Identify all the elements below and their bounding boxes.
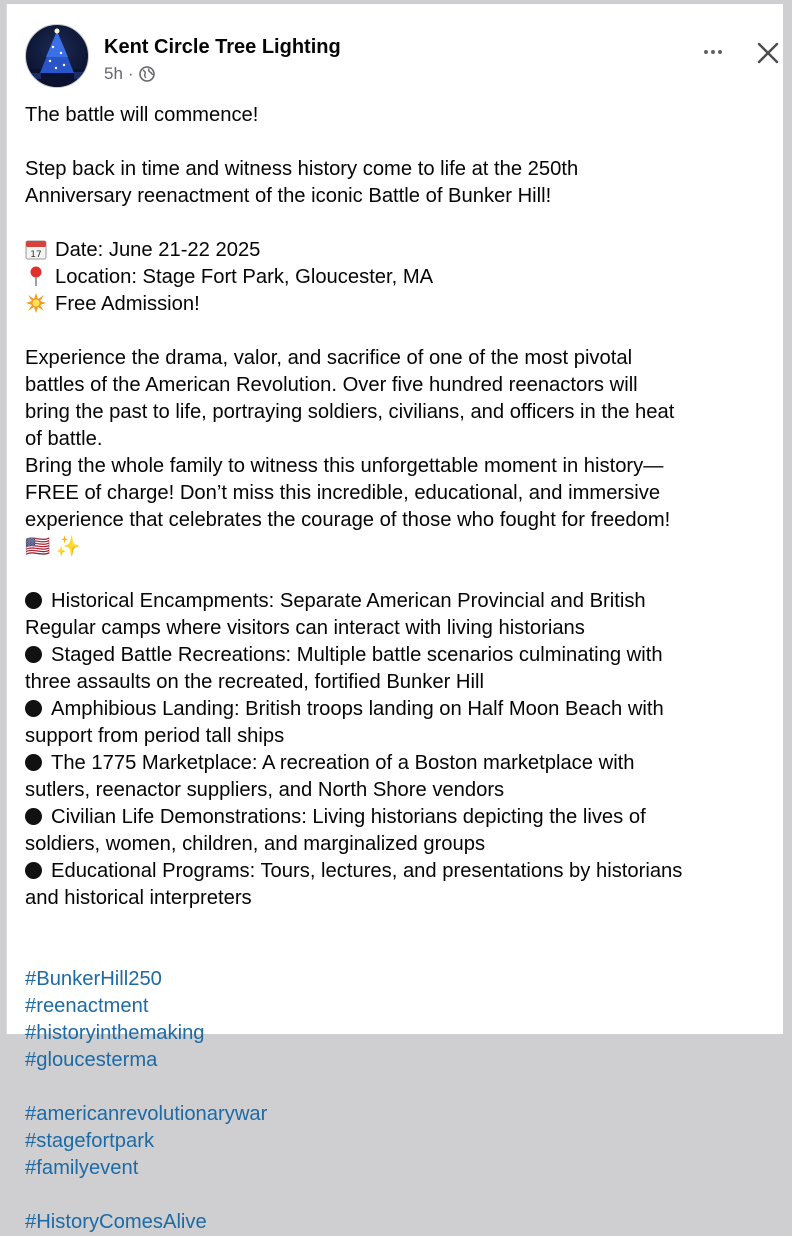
more-dot — [718, 50, 722, 54]
meta-separator: · — [127, 64, 134, 83]
hashtag-block — [25, 939, 775, 1236]
bullet-item: The 1775 Marketplace: A recreation of a Boston marketplace with sutlers, reenactor suppliers, and North Shore vendors — [25, 750, 775, 804]
hashtag-link[interactable]: #americanrevolutionarywar — [25, 1103, 268, 1125]
post-header — [25, 24, 783, 94]
post-card — [6, 4, 783, 1233]
post-meta — [104, 64, 155, 84]
close-button[interactable] — [755, 40, 781, 66]
paragraph-2-emoji: 🇺🇸 ✨ — [25, 536, 81, 558]
more-options-button[interactable] — [700, 42, 726, 62]
bullet-item: Amphibious Landing: British troops landing on Half Moon Beach with support from period tall ships — [25, 696, 775, 750]
christmas-tree-icon — [26, 25, 88, 87]
detail-line-admission: Free Admission! — [25, 291, 775, 318]
svg-text:17: 17 — [30, 250, 42, 260]
collision-icon — [25, 292, 47, 314]
hashtag-link[interactable]: #familyevent — [25, 1157, 139, 1179]
more-dot — [711, 50, 715, 54]
globe-icon[interactable] — [139, 66, 155, 82]
hashtag-link[interactable]: #HistoryComesAlive — [25, 1211, 207, 1233]
avatar[interactable] — [25, 24, 89, 88]
hashtag-link[interactable]: #historyinthemaking — [25, 1022, 205, 1044]
post-paragraph-1: Step back in time and witness history come to life at the 250th Anniversary reenactment of the iconic Battle of Bunker Hill! — [25, 158, 579, 207]
bullet-item: Civilian Life Demonstrations: Living historians depicting the lives of soldiers, women, children, and marginalized groups — [25, 804, 775, 858]
more-dot — [704, 50, 708, 54]
hashtag-link[interactable]: #reenactment — [25, 995, 149, 1017]
post-timestamp[interactable]: 5h — [104, 64, 123, 83]
post-intro: The battle will commence! — [25, 104, 259, 126]
detail-line-location: Location: Stage Fort Park, Gloucester, MA — [25, 264, 775, 291]
page-name-link[interactable]: Kent Circle Tree Lighting — [104, 36, 341, 58]
close-icon — [755, 40, 781, 66]
post-body — [25, 102, 775, 1236]
hashtag-link[interactable]: #gloucesterma — [25, 1049, 158, 1071]
detail-line-date: 17 Date: June 21-22 2025 — [25, 237, 775, 264]
calendar-icon — [25, 238, 47, 260]
hashtag-link[interactable]: #BunkerHill250 — [25, 968, 162, 990]
post-paragraph-2: Experience the drama, valor, and sacrifice of one of the most pivotal battles of the American Revolution. Over five hundred reenactors will bring the past to life, portraying soldiers, civilians, and officers in the heat of battle. Bring the whole family to witness this unforgettable moment in history— FREE of charge! Don’t miss this incredible, educational, and immersive experience that celebrates the courage of those who fought for freedom! — [25, 347, 675, 531]
pin-icon — [25, 265, 47, 287]
bullet-item: Educational Programs: Tours, lectures, and presentations by historians and historical interpreters — [25, 858, 775, 912]
hashtag-link[interactable]: #stagefortpark — [25, 1130, 155, 1152]
bullet-item: Historical Encampments: Separate American Provincial and British Regular camps where visitors can interact with living historians — [25, 588, 775, 642]
bullet-item: Staged Battle Recreations: Multiple battle scenarios culminating with three assaults on the recreated, fortified Bunker Hill — [25, 642, 775, 696]
